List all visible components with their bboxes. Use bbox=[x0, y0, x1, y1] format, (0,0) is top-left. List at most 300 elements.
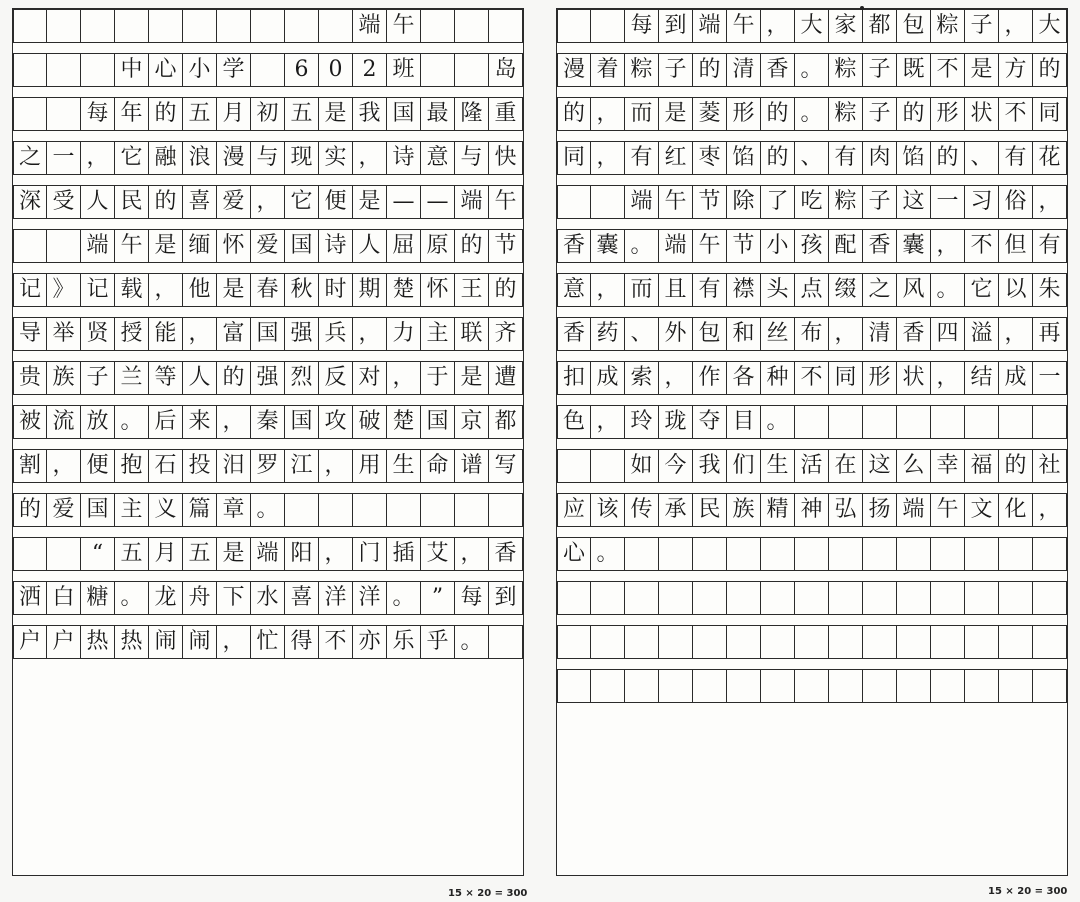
right-grid-cell bbox=[557, 669, 591, 703]
right-grid-cell: 香 bbox=[557, 317, 591, 351]
left-grid-cell: 国 bbox=[251, 317, 285, 351]
left-grid-cell: 国 bbox=[421, 405, 455, 439]
right-grid-cell bbox=[863, 537, 897, 571]
right-grid-cell bbox=[795, 669, 829, 703]
right-grid-cell bbox=[625, 581, 659, 615]
right-grid-cell: 的 bbox=[761, 141, 795, 175]
left-grid-cell: 爱 bbox=[251, 229, 285, 263]
left-grid-cell bbox=[81, 53, 115, 87]
right-grid-cell: 传 bbox=[625, 493, 659, 527]
right-grid-cell bbox=[829, 581, 863, 615]
right-grid-cell: 既 bbox=[897, 53, 931, 87]
left-grid-cell: 每 bbox=[455, 581, 489, 615]
left-grid-cell: 是 bbox=[353, 185, 387, 219]
right-grid-cell: 。 bbox=[625, 229, 659, 263]
left-grid-cell: 秦 bbox=[251, 405, 285, 439]
left-grid-cell: 对 bbox=[353, 361, 387, 395]
right-grid-cell bbox=[625, 669, 659, 703]
right-grid-cell: 粽 bbox=[625, 53, 659, 87]
left-grid-cell: 京 bbox=[455, 405, 489, 439]
left-grid-cell bbox=[47, 537, 81, 571]
left-grid-cell: 最 bbox=[421, 97, 455, 131]
left-grid-cell: 龙 bbox=[149, 581, 183, 615]
right-grid-cell: 有 bbox=[625, 141, 659, 175]
left-grid-cell: 爱 bbox=[47, 493, 81, 527]
right-grid-cell: 同 bbox=[829, 361, 863, 395]
left-grid-cell: 便 bbox=[81, 449, 115, 483]
left-grid-cell: 罗 bbox=[251, 449, 285, 483]
right-grid-cell: 到 bbox=[659, 9, 693, 43]
left-grid-cell: 忙 bbox=[251, 625, 285, 659]
right-grid bbox=[557, 9, 1067, 713]
left-grid-cell: 记 bbox=[81, 273, 115, 307]
right-grid-cell: 精 bbox=[761, 493, 795, 527]
left-grid-cell: 缅 bbox=[183, 229, 217, 263]
left-grid-cell: 插 bbox=[387, 537, 421, 571]
right-grid-cell bbox=[761, 669, 795, 703]
left-grid-cell: 于 bbox=[421, 361, 455, 395]
right-grid-cell: ， bbox=[591, 141, 625, 175]
row-gap bbox=[557, 703, 1067, 713]
right-grid-cell: 。 bbox=[761, 405, 795, 439]
right-grid-cell: 状 bbox=[965, 97, 999, 131]
left-grid-cell: 之 bbox=[13, 141, 47, 175]
right-grid-cell: 以 bbox=[999, 273, 1033, 307]
left-grid-cell: 不 bbox=[319, 625, 353, 659]
left-grid-cell: 时 bbox=[319, 273, 353, 307]
left-grid-cell: 漫 bbox=[217, 141, 251, 175]
right-grid-cell: 端 bbox=[625, 185, 659, 219]
left-grid-cell: 抱 bbox=[115, 449, 149, 483]
left-grid-cell: ， bbox=[149, 273, 183, 307]
right-grid-cell: 缀 bbox=[829, 273, 863, 307]
right-grid-cell bbox=[897, 581, 931, 615]
right-grid-cell: 这 bbox=[897, 185, 931, 219]
right-grid-cell: 珑 bbox=[659, 405, 693, 439]
left-grid-cell: 月 bbox=[217, 97, 251, 131]
right-grid-cell: 节 bbox=[727, 229, 761, 263]
right-grid-cell: 习 bbox=[965, 185, 999, 219]
right-grid-cell: 香 bbox=[761, 53, 795, 87]
left-grid-cell: 国 bbox=[387, 97, 421, 131]
left-grid-cell bbox=[217, 9, 251, 43]
right-grid-cell: ， bbox=[659, 361, 693, 395]
right-grid-cell: 状 bbox=[897, 361, 931, 395]
row-gap bbox=[557, 175, 1067, 185]
left-grid-cell bbox=[421, 493, 455, 527]
right-grid-cell: 俗 bbox=[999, 185, 1033, 219]
row-gap bbox=[13, 483, 523, 493]
right-grid-cell: 扬 bbox=[863, 493, 897, 527]
left-grid-cell: 户 bbox=[13, 625, 47, 659]
row-gap bbox=[557, 615, 1067, 625]
right-grid-cell: 粽 bbox=[931, 9, 965, 43]
left-grid-cell: 爱 bbox=[217, 185, 251, 219]
left-grid-cell: 子 bbox=[81, 361, 115, 395]
right-grid-cell: 大 bbox=[795, 9, 829, 43]
left-grid-cell: 五 bbox=[183, 537, 217, 571]
right-grid-cell bbox=[795, 537, 829, 571]
right-footer-count: 15 × 20 = 300 bbox=[988, 886, 1068, 897]
right-grid-cell: 囊 bbox=[897, 229, 931, 263]
left-grid-cell: 是 bbox=[149, 229, 183, 263]
right-grid-cell bbox=[999, 537, 1033, 571]
right-grid-cell bbox=[659, 537, 693, 571]
left-grid-cell bbox=[149, 9, 183, 43]
left-grid-cell: 篇 bbox=[183, 493, 217, 527]
left-grid-cell: 秋 bbox=[285, 273, 319, 307]
right-grid-cell: 布 bbox=[795, 317, 829, 351]
left-grid-cell: 等 bbox=[149, 361, 183, 395]
right-grid-cell: 清 bbox=[727, 53, 761, 87]
right-grid-cell bbox=[591, 625, 625, 659]
left-grid-cell: 的 bbox=[13, 493, 47, 527]
right-grid-cell: 种 bbox=[761, 361, 795, 395]
left-grid-cell: 能 bbox=[149, 317, 183, 351]
right-grid-cell bbox=[693, 581, 727, 615]
left-grid-cell: 艾 bbox=[421, 537, 455, 571]
right-grid-cell: ， bbox=[591, 273, 625, 307]
right-grid-cell: 福 bbox=[965, 449, 999, 483]
right-grid-cell: 肉 bbox=[863, 141, 897, 175]
left-grid-cell: ， bbox=[81, 141, 115, 175]
left-grid-cell: 生 bbox=[387, 449, 421, 483]
left-grid-cell: 实 bbox=[319, 141, 353, 175]
right-grid-cell: 点 bbox=[795, 273, 829, 307]
row-gap bbox=[557, 43, 1067, 53]
right-grid-cell bbox=[931, 537, 965, 571]
left-grid-cell: 》 bbox=[47, 273, 81, 307]
left-grid-cell bbox=[319, 493, 353, 527]
right-grid-cell bbox=[931, 405, 965, 439]
left-grid-cell: 是 bbox=[217, 537, 251, 571]
left-grid-cell bbox=[13, 537, 47, 571]
left-grid-cell: 都 bbox=[489, 405, 523, 439]
left-grid-cell: 谱 bbox=[455, 449, 489, 483]
right-grid-cell: 配 bbox=[829, 229, 863, 263]
right-grid-cell: 承 bbox=[659, 493, 693, 527]
left-grid-cell bbox=[319, 9, 353, 43]
left-grid-cell: 。 bbox=[115, 581, 149, 615]
right-grid-cell: 子 bbox=[863, 185, 897, 219]
right-grid-cell: 子 bbox=[863, 53, 897, 87]
left-grid-cell bbox=[183, 9, 217, 43]
right-grid-cell: 除 bbox=[727, 185, 761, 219]
left-grid-cell: 与 bbox=[251, 141, 285, 175]
right-grid-cell: 的 bbox=[761, 97, 795, 131]
left-grid-cell: 端 bbox=[455, 185, 489, 219]
right-grid-cell: 而 bbox=[625, 97, 659, 131]
left-grid-cell: 遭 bbox=[489, 361, 523, 395]
left-grid-cell: 喜 bbox=[285, 581, 319, 615]
right-grid-cell: 四 bbox=[931, 317, 965, 351]
row-gap bbox=[13, 351, 523, 361]
left-grid-cell bbox=[81, 9, 115, 43]
right-grid-cell bbox=[727, 581, 761, 615]
left-grid-cell: 人 bbox=[81, 185, 115, 219]
right-grid-cell bbox=[727, 537, 761, 571]
left-grid-cell: ， bbox=[455, 537, 489, 571]
left-grid-cell: 便 bbox=[319, 185, 353, 219]
left-grid-cell bbox=[387, 493, 421, 527]
left-grid-cell bbox=[285, 9, 319, 43]
right-grid-cell: 朱 bbox=[1033, 273, 1067, 307]
left-grid-cell: 章 bbox=[217, 493, 251, 527]
right-grid-cell: 、 bbox=[625, 317, 659, 351]
right-grid-cell: 香 bbox=[897, 317, 931, 351]
left-grid-cell bbox=[47, 9, 81, 43]
left-grid-cell: 水 bbox=[251, 581, 285, 615]
left-grid-cell: 6 bbox=[285, 53, 319, 87]
right-grid-cell bbox=[965, 405, 999, 439]
row-gap bbox=[557, 395, 1067, 405]
row-gap bbox=[557, 87, 1067, 97]
row-gap bbox=[557, 659, 1067, 669]
right-grid-cell: 药 bbox=[591, 317, 625, 351]
left-grid-cell: 反 bbox=[319, 361, 353, 395]
left-grid-cell: 汨 bbox=[217, 449, 251, 483]
left-grid-cell: 记 bbox=[13, 273, 47, 307]
right-grid-cell: 的 bbox=[931, 141, 965, 175]
row-gap bbox=[557, 571, 1067, 581]
left-grid-cell: 现 bbox=[285, 141, 319, 175]
left-grid-cell: 阳 bbox=[285, 537, 319, 571]
right-grid-cell: ， bbox=[591, 405, 625, 439]
right-grid-cell: 作 bbox=[693, 361, 727, 395]
left-grid-cell: ， bbox=[319, 537, 353, 571]
left-grid-cell: ， bbox=[353, 317, 387, 351]
left-grid-cell: 破 bbox=[353, 405, 387, 439]
left-grid-cell: 。 bbox=[387, 581, 421, 615]
right-grid-cell: 头 bbox=[761, 273, 795, 307]
left-grid-cell bbox=[285, 493, 319, 527]
left-grid-cell: 岛 bbox=[489, 53, 523, 87]
left-grid-cell: 浪 bbox=[183, 141, 217, 175]
right-grid-cell bbox=[931, 625, 965, 659]
left-grid-cell: 洒 bbox=[13, 581, 47, 615]
right-grid-cell: 小 bbox=[761, 229, 795, 263]
right-grid-cell: 族 bbox=[727, 493, 761, 527]
left-grid-cell: 户 bbox=[47, 625, 81, 659]
left-grid bbox=[13, 9, 523, 669]
right-grid-cell bbox=[591, 669, 625, 703]
right-grid-cell bbox=[1033, 625, 1067, 659]
right-grid-cell: 粽 bbox=[829, 53, 863, 87]
right-grid-cell: 、 bbox=[795, 141, 829, 175]
right-grid-cell: 形 bbox=[727, 97, 761, 131]
left-grid-cell: 力 bbox=[387, 317, 421, 351]
left-grid-cell: 割 bbox=[13, 449, 47, 483]
left-grid-cell bbox=[421, 53, 455, 87]
left-grid-cell: 人 bbox=[353, 229, 387, 263]
left-grid-cell: 每 bbox=[81, 97, 115, 131]
left-grid-cell: 攻 bbox=[319, 405, 353, 439]
row-gap bbox=[557, 483, 1067, 493]
right-grid-cell: 漫 bbox=[557, 53, 591, 87]
right-grid-cell: 方 bbox=[999, 53, 1033, 87]
right-grid-cell bbox=[1033, 581, 1067, 615]
right-grid-cell bbox=[999, 669, 1033, 703]
left-grid-cell: 贤 bbox=[81, 317, 115, 351]
right-grid-cell: 午 bbox=[659, 185, 693, 219]
right-grid-cell: 囊 bbox=[591, 229, 625, 263]
left-grid-cell: 投 bbox=[183, 449, 217, 483]
left-grid-cell: 命 bbox=[421, 449, 455, 483]
right-grid-cell: 在 bbox=[829, 449, 863, 483]
left-grid-cell: 热 bbox=[81, 625, 115, 659]
left-grid-cell: ， bbox=[217, 625, 251, 659]
right-grid-cell: 活 bbox=[795, 449, 829, 483]
right-grid-cell: 粽 bbox=[829, 97, 863, 131]
left-grid-cell bbox=[455, 9, 489, 43]
right-grid-cell: 今 bbox=[659, 449, 693, 483]
left-grid-cell: 洋 bbox=[353, 581, 387, 615]
right-grid-cell: 不 bbox=[965, 229, 999, 263]
right-grid-cell: 馅 bbox=[727, 141, 761, 175]
right-grid-cell bbox=[591, 581, 625, 615]
right-grid-cell bbox=[965, 625, 999, 659]
left-grid-cell: 与 bbox=[455, 141, 489, 175]
left-grid-cell: 兵 bbox=[319, 317, 353, 351]
right-grid-cell: 神 bbox=[795, 493, 829, 527]
right-grid-cell: 子 bbox=[965, 9, 999, 43]
left-grid-cell: 闹 bbox=[183, 625, 217, 659]
right-grid-cell bbox=[999, 581, 1033, 615]
left-grid-cell: 得 bbox=[285, 625, 319, 659]
left-grid-cell bbox=[115, 9, 149, 43]
left-grid-cell: 主 bbox=[115, 493, 149, 527]
row-gap bbox=[13, 439, 523, 449]
row-gap bbox=[557, 263, 1067, 273]
right-grid-cell bbox=[693, 669, 727, 703]
left-grid-cell: 的 bbox=[149, 97, 183, 131]
row-gap bbox=[13, 659, 523, 669]
left-grid-cell: 王 bbox=[455, 273, 489, 307]
right-grid-cell bbox=[965, 581, 999, 615]
right-grid-cell: 夺 bbox=[693, 405, 727, 439]
left-grid-cell: ， bbox=[251, 185, 285, 219]
left-grid-cell: 举 bbox=[47, 317, 81, 351]
left-grid-cell: 楚 bbox=[387, 273, 421, 307]
right-grid-cell bbox=[1033, 537, 1067, 571]
right-grid-cell bbox=[897, 405, 931, 439]
right-grid-cell: 形 bbox=[863, 361, 897, 395]
right-grid-cell: ， bbox=[931, 361, 965, 395]
left-grid-cell: 隆 bbox=[455, 97, 489, 131]
right-grid-cell: 的 bbox=[897, 97, 931, 131]
right-grid-cell: 们 bbox=[727, 449, 761, 483]
right-grid-cell: ， bbox=[931, 229, 965, 263]
row-gap bbox=[557, 527, 1067, 537]
right-grid-cell: 索 bbox=[625, 361, 659, 395]
right-grid-cell bbox=[591, 9, 625, 43]
left-grid-cell: 门 bbox=[353, 537, 387, 571]
left-grid-cell bbox=[251, 9, 285, 43]
left-grid-cell: 春 bbox=[251, 273, 285, 307]
row-gap bbox=[13, 175, 523, 185]
left-grid-cell: “ bbox=[81, 537, 115, 571]
row-gap bbox=[13, 571, 523, 581]
left-grid-cell: 期 bbox=[353, 273, 387, 307]
right-grid-cell: ， bbox=[761, 9, 795, 43]
left-grid-cell: 载 bbox=[115, 273, 149, 307]
left-grid-cell: 屈 bbox=[387, 229, 421, 263]
row-gap bbox=[13, 395, 523, 405]
left-grid-cell bbox=[489, 625, 523, 659]
left-grid-cell: 的 bbox=[455, 229, 489, 263]
right-grid-cell: 且 bbox=[659, 273, 693, 307]
right-grid-cell: 文 bbox=[965, 493, 999, 527]
left-grid-cell: 的 bbox=[217, 361, 251, 395]
row-gap bbox=[557, 131, 1067, 141]
right-grid-cell: 香 bbox=[863, 229, 897, 263]
left-grid-cell bbox=[47, 53, 81, 87]
left-grid-cell: 亦 bbox=[353, 625, 387, 659]
left-grid-cell: 白 bbox=[47, 581, 81, 615]
right-grid-cell bbox=[897, 625, 931, 659]
right-grid-cell: 端 bbox=[897, 493, 931, 527]
right-grid-cell bbox=[931, 669, 965, 703]
left-grid-cell: 贵 bbox=[13, 361, 47, 395]
row-gap bbox=[13, 307, 523, 317]
right-grid-cell: 节 bbox=[693, 185, 727, 219]
right-grid-cell: 。 bbox=[795, 53, 829, 87]
left-grid-cell: 来 bbox=[183, 405, 217, 439]
left-grid-cell: 怀 bbox=[421, 273, 455, 307]
right-grid-cell: 不 bbox=[795, 361, 829, 395]
left-grid-cell: 月 bbox=[149, 537, 183, 571]
left-grid-cell: 。 bbox=[455, 625, 489, 659]
left-grid-cell: 香 bbox=[489, 537, 523, 571]
left-grid-cell: 深 bbox=[13, 185, 47, 219]
right-grid-cell: 它 bbox=[965, 273, 999, 307]
left-grid-cell: ” bbox=[421, 581, 455, 615]
right-grid-cell bbox=[863, 581, 897, 615]
left-grid-cell: 怀 bbox=[217, 229, 251, 263]
left-grid-cell bbox=[47, 97, 81, 131]
right-grid-cell: 不 bbox=[999, 97, 1033, 131]
left-grid-cell bbox=[251, 53, 285, 87]
left-grid-cell bbox=[489, 493, 523, 527]
left-footer-count: 15 × 20 = 300 bbox=[448, 888, 528, 899]
right-grid-cell: 吃 bbox=[795, 185, 829, 219]
right-grid-cell: 。 bbox=[591, 537, 625, 571]
left-grid-cell: 联 bbox=[455, 317, 489, 351]
right-grid-cell: 该 bbox=[591, 493, 625, 527]
left-grid-cell bbox=[421, 9, 455, 43]
right-grid-cell: 了 bbox=[761, 185, 795, 219]
left-grid-cell: 班 bbox=[387, 53, 421, 87]
right-grid-cell bbox=[659, 669, 693, 703]
right-grid-cell: 但 bbox=[999, 229, 1033, 263]
left-grid-cell: 人 bbox=[183, 361, 217, 395]
left-grid-cell bbox=[13, 9, 47, 43]
left-grid-cell: 它 bbox=[115, 141, 149, 175]
left-grid-cell: 午 bbox=[387, 9, 421, 43]
right-grid-cell: ， bbox=[829, 317, 863, 351]
left-grid-cell: 节 bbox=[489, 229, 523, 263]
right-grid-cell: ， bbox=[1033, 493, 1067, 527]
left-grid-cell: 。 bbox=[115, 405, 149, 439]
left-grid-cell: 原 bbox=[421, 229, 455, 263]
right-grid-cell: 一 bbox=[1033, 361, 1067, 395]
left-grid-cell: 。 bbox=[251, 493, 285, 527]
right-grid-cell: 有 bbox=[693, 273, 727, 307]
right-grid-cell bbox=[999, 405, 1033, 439]
left-grid-cell: 是 bbox=[319, 97, 353, 131]
left-grid-cell: 写 bbox=[489, 449, 523, 483]
row-gap bbox=[557, 219, 1067, 229]
